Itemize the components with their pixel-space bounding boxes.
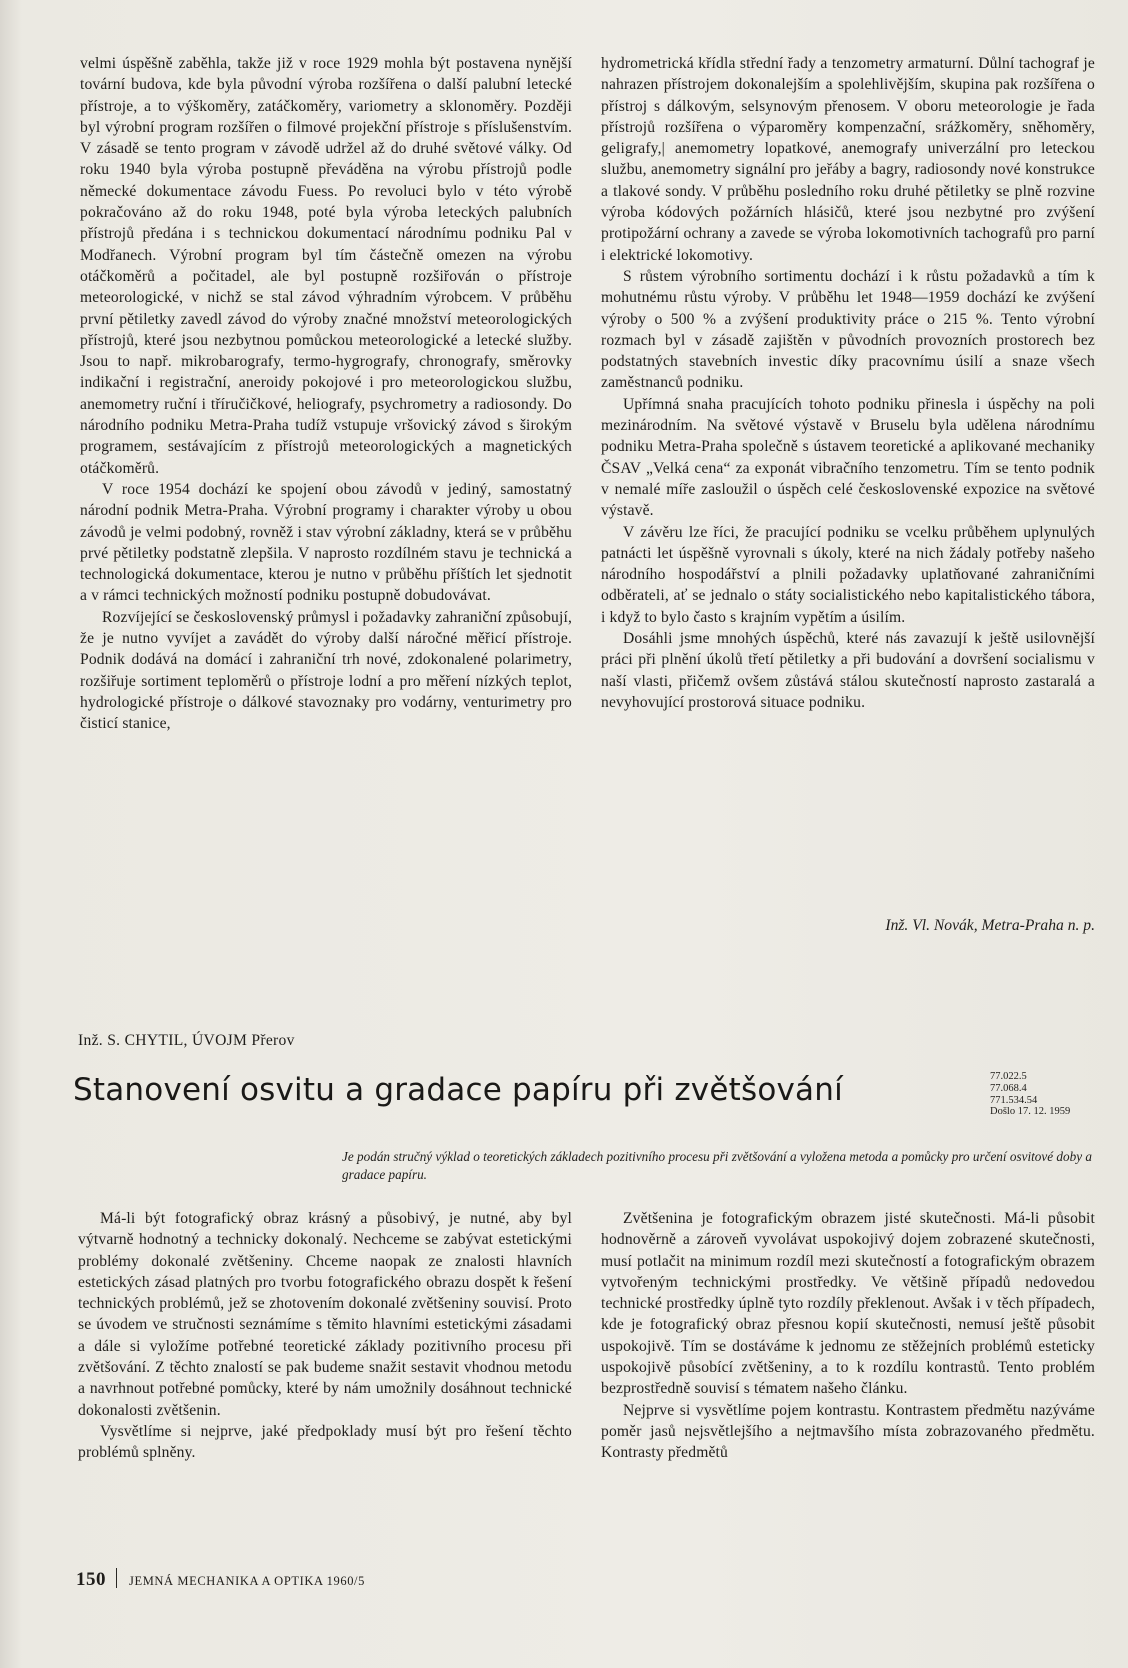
page-number: 150	[76, 1569, 106, 1590]
author-signature: Inž. Vl. Novák, Metra-Praha n. p.	[885, 917, 1095, 934]
paragraph: Má-li být fotografický obraz krásný a působivý, je nutné, aby byl výtvarně hodnotný a technicky dokonalý. Nechceme se zabývat estetickými problémy dokonalé zvětšeniny. Chceme naopak ze znalosti hlavních estetických zásad platných pro tvorbu fotografického obrazu dospět k řešení technických problémů, jež se zhotovením dokonalé zvětšeniny souvisí. Proto se úvodem ve stručnosti seznámíme s těmito hlavními estetickými zásadami a dále si vyložíme potřebné teoretické základy pozitivního procesu při zvětšování. Z těchto znalostí se pak budeme snažit sestavit vhodnou metodu a navrhnout potřebné pomůcky, které by nám umožnily dosáhnout technické dokonalosti zvětšenin.	[78, 1210, 572, 1419]
article-left-column	[78, 1208, 572, 1464]
page-footer	[76, 1568, 365, 1591]
paragraph: velmi úspěšně zaběhla, takže již v roce 1929 mohla být postavena nynější tovární budova, kde byla původní výroba rozšířena o další palubní letecké přístroje, a to výškoměry, zatáčkoměry, variometry a sklonoměry. Později byl výrobní program rozšířen o filmové projekční přístroje s příslušenstvím. V zásadě se tento program v závodě udržel až do druhé světové války. Od roku 1940 byla výroba postupně převáděna na výrobu přístrojů podle německé dokumentace závodu Fuess. Po revoluci bylo v této výrobě pokračováno až do roku 1948, poté byla výroba leteckých palubních přístrojů předána i s technickou dokumentací národnímu podniku Pal v Modřanech. Výrobní program byl tím částečně omezen na výrobu otáčkoměrů a počitadel, ale byl postupně rozšiřován o přístroje meteorologické, v nichž se stal závod výhradním výrobcem. V průběhu první pětiletky zavedl závod do výroby značné množství meteorologických přístrojů, které jsou nezbytnou pomůckou meteorologické a letecké služby. Jsou to např. mikrobarografy, termo-hygrografy, chronografy, směrovky indikační i registrační, aneroidy pokojové i pro meteorologickou službu, anemometry ruční i tříručičkové, heliografy, psychrometry a radiosondy. Do národního podniku Metra-Praha tudíž vstupuje vršovický závod s širokým programem, sestávajícím z přístrojů meteorologických a magnetických otáčkoměrů.	[80, 55, 572, 477]
article-right-column	[601, 1208, 1095, 1464]
paragraph: V roce 1954 dochází ke spojení obou závodů v jediný, samostatný národní podnik Metra-Praha. Výrobní programy i charakter výroby u obou závodů je velmi podobný, rovněž i stav výrobní základny, která se v průběhu prvé pětiletky podstatně zlepšila. V naprosto rozdílném stavu je technická a technologická dokumentace, kterou je nutno v průběhu příštích let sjednotit a v rámci technických možností podniku postupně dobudovávat.	[80, 480, 572, 605]
article-author: Inž. S. CHYTIL, ÚVOJM Přerov	[78, 1032, 295, 1049]
udc-classification	[990, 1071, 1100, 1118]
article-abstract: Je podán stručný výklad o teoretických základech pozitivního procesu při zvětšování a vyložena metoda a pomůcky pro určení osvitové doby a gradace papíru.	[342, 1149, 1092, 1182]
paragraph: V závěru lze říci, že pracující podniku se vcelku průběhem uplynulých patnácti let úspěšně vyrovnali s úkoly, které na nich žádaly potřeby našeho národního hospodářství a plnili požadavky uplatňované zahraničními odběrateli, ať se jednalo o státy socialistického nebo kapitalistického tábora, i když to bylo často s krajním vypětím a úsilím.	[601, 523, 1095, 626]
paragraph: Upřímná snaha pracujících tohoto podniku přinesla i úspěchy na poli mezinárodním. Na světové výstavě v Bruselu byla udělena národnímu podniku Metra-Praha společně s ústavem teoretické a aplikované mechaniky ČSAV „Velká cena“ za exponát vibračního tenzometru. Tím se tento podnik v nemalé míře zasloužil o úspěch celé československé expozice na světové výstavě.	[601, 395, 1095, 520]
paragraph: hydrometrická křídla střední řady a tenzometry armaturní. Důlní tachograf je nahrazen přístrojem dokonalejším a spolehlivějším, skupina pak rozšířena o přístroj s dálkovým, selsynovým přenosem. V oboru meteorologie je řada přístrojů rozšířena o výparoměry kompenzační, srážkoměry, sněhoměry, geligrafy,| anemometry lopatkové, anemografy univerzální pro leteckou službu, anemometry signální pro jeřáby a bagry, radiosondy nové konstrukce a tlakové sondy. V průběhu posledního roku druhé pětiletky se plně rozvine výroba kódových požárních hlásičů, které jsou nezbytné pro zvýšení protipožární ochrany a zavede se výroba lokomotivních tachografů pro parní i elektrické lokomotivy.	[601, 55, 1095, 264]
paragraph: Zvětšenina je fotografickým obrazem jisté skutečnosti. Má-li působit hodnověrně a zároveň vyvolávat uspokojivý dojem zobrazené skutečnosti, musí potlačit na minimum rozdíl mezi skutečností a fotografickým obrazem vytvořeným technickými prostředky. Ve většině případů nedovedou technické prostředky úplně tyto rozdíly překlenout. Avšak i v těch případech, kde je fotografický obraz přesnou kopií skutečnosti, nemusí ještě působit uspokojivě. Tím se dostáváme k jednomu ze stěžejních problémů esteticky uspokojivě působící zvětšeniny, a to k rozdílu kontrastů. Tento problém bezprostředně souvisí s tématem našeho článku.	[601, 1210, 1095, 1398]
journal-name: JEMNÁ MECHANIKA A OPTIKA 1960/5	[129, 1574, 365, 1588]
udc-code: 771.534.54	[990, 1094, 1038, 1106]
paragraph: Vysvětlíme si nejprve, jaké předpoklady musí být pro řešení těchto problémů splněny.	[78, 1422, 572, 1462]
received-date: Došlo 17. 12. 1959	[990, 1106, 1071, 1118]
paragraph: Dosáhli jsme mnohých úspěchů, které nás zavazují k ještě usilovnější práci při plnění úkolů třetí pětiletky a při budování a dovršení socialismu v naší vlasti, přičemž ovšem zůstává stálou skutečností naprosto zastaralá a nevyhovující prostorová situace podniku.	[601, 630, 1095, 711]
paragraph: Rozvíjející se československý průmysl i požadavky zahraniční způsobují, že je nutno vyvíjet a zavádět do výroby další náročné měřicí přístroje. Podnik dodává na domácí i zahraniční trh nové, zdokonalené polarimetry, rozšiřuje sortiment teploměrů o přístroje lodní a pro měření nízkých teplot, hydrologické přístroje o dálkové stavoznaky pro vodárny, venturimetry pro čisticí stanice,	[80, 608, 572, 733]
paragraph: S růstem výrobního sortimentu dochází i k růstu požadavků a tím k mohutnému růstu výroby. V průběhu let 1948—1959 dochází ke zvýšení výroby o 500 % a zvýšení produktivity práce o 215 %. Tento výrobní rozmach byl v zásadě zajištěn v původních provozních prostorech bez podstatných stavebních investic díky pracovnímu úsilí a snaze všech zaměstnanců podniku.	[601, 267, 1095, 392]
udc-code: 77.068.4	[990, 1082, 1027, 1094]
previous-article-left-column	[80, 53, 572, 735]
udc-code: 77.022.5	[990, 1071, 1027, 1082]
article-title: Stanovení osvitu a gradace papíru při zvětšování	[73, 1072, 843, 1108]
paragraph: Nejprve si vysvětlíme pojem kontrastu. Kontrastem předmětu nazýváme poměr jasů nejsvětlejšího a nejtmavšího místa zobrazovaného předmětu. Kontrasty předmětů	[601, 1401, 1095, 1462]
footer-divider	[116, 1568, 117, 1588]
previous-article-right-column	[601, 53, 1095, 713]
